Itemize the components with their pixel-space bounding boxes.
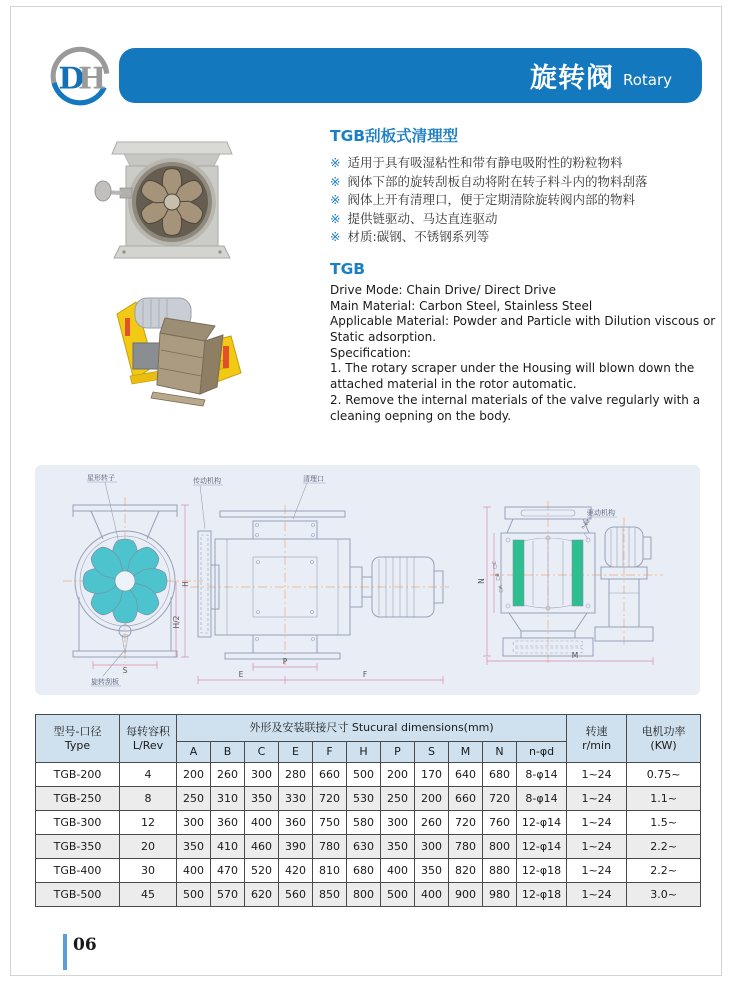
table-cell: 2.2~: [627, 835, 701, 859]
table-cell: 580: [347, 811, 381, 835]
table-cell: TGB-200: [36, 763, 120, 787]
text-column: [330, 124, 724, 424]
table-cell: 260: [415, 811, 449, 835]
table-cell: 660: [449, 787, 483, 811]
col-header-dimensions-group: 外形及安装联接尺寸 Stucural dimensions(mm): [177, 715, 567, 742]
table-cell: 420: [279, 859, 313, 883]
table-row: [36, 763, 701, 787]
table-cell: 200: [381, 763, 415, 787]
table-cell: 810: [313, 859, 347, 883]
table-cell: TGB-500: [36, 883, 120, 907]
table-cell: 1.5~: [627, 811, 701, 835]
table-cell: 1~24: [567, 859, 627, 883]
bullet-marker: ※: [330, 173, 341, 189]
dim-label-h: H: [181, 581, 190, 587]
table-cell: 170: [415, 763, 449, 787]
table-cell: 1~24: [567, 787, 627, 811]
table-cell: 400: [415, 883, 449, 907]
table-body: [36, 763, 701, 907]
table-cell: 530: [347, 787, 381, 811]
table-cell: 780: [313, 835, 347, 859]
table-cell: 880: [483, 859, 517, 883]
table-row: [36, 787, 701, 811]
table-cell: 280: [279, 763, 313, 787]
table-row: [36, 835, 701, 859]
feature-text: 材质:碳钢、不锈钢系列等: [347, 229, 490, 245]
dim-label-e: E: [238, 670, 244, 679]
dim-col-header: E: [279, 742, 313, 763]
dim-label-f: F: [362, 670, 368, 679]
table-cell: 12-φ14: [517, 811, 567, 835]
table-cell: 250: [381, 787, 415, 811]
callout-drive: 驱动机构: [587, 509, 615, 517]
col-header-volume-zh: 每转容积: [126, 725, 170, 738]
dim-col-header: M: [449, 742, 483, 763]
feature-item: [330, 173, 724, 192]
feature-list: [330, 154, 724, 247]
callout-rotor: 星形转子: [87, 474, 115, 482]
col-header-speed: [567, 715, 627, 763]
table-cell: 500: [347, 763, 381, 787]
dim-col-header: A: [177, 742, 211, 763]
table-cell: 8-φ14: [517, 763, 567, 787]
product-photo-valve-front: [92, 138, 252, 266]
bullet-marker: ※: [330, 229, 341, 245]
technical-drawing-panel: [35, 465, 700, 695]
dim-col-header: S: [415, 742, 449, 763]
table-cell: 12-φ14: [517, 835, 567, 859]
dim-label-m: M: [571, 651, 579, 660]
feature-item: [330, 191, 724, 210]
spec-line: Applicable Material: Powder and Particle with Dilution viscous or Static adsorption.: [330, 314, 716, 345]
table-cell: 630: [347, 835, 381, 859]
spec-line: 2. Remove the internal materials of the valve regularly with a cleaning oepning on the body.: [330, 392, 701, 423]
table-cell: 200: [177, 763, 211, 787]
dim-col-header: C: [245, 742, 279, 763]
table-cell: 800: [347, 883, 381, 907]
col-header-type-en: Type: [64, 738, 91, 752]
table-cell: 350: [245, 787, 279, 811]
table-cell: 300: [415, 835, 449, 859]
table-cell: 980: [483, 883, 517, 907]
table-cell: 1.1~: [627, 787, 701, 811]
col-header-power-en: (KW): [650, 738, 677, 752]
spec-line: Main Material: Carbon Steel, Stainless Steel: [330, 298, 593, 313]
callout-transmission: 传动机构: [193, 477, 221, 485]
table-cell: 680: [347, 859, 381, 883]
table-cell: 500: [177, 883, 211, 907]
drawing-front-view: [63, 473, 203, 686]
table-cell: 1~24: [567, 835, 627, 859]
table-cell: 300: [381, 811, 415, 835]
dim-label-s: S: [122, 666, 128, 675]
table-row: [36, 859, 701, 883]
feature-item: [330, 228, 724, 247]
table-cell: 520: [245, 859, 279, 883]
col-header-volume-en: L/Rev: [132, 738, 164, 752]
table-cell: 1~24: [567, 811, 627, 835]
feature-item: [330, 210, 724, 229]
callout-scraper: 旋转刮板: [91, 678, 119, 686]
table-cell: 45: [120, 883, 177, 907]
table-cell: 400: [177, 859, 211, 883]
table-cell: 500: [381, 883, 415, 907]
feature-item: [330, 154, 724, 173]
dimension-drawing: [35, 465, 700, 695]
col-header-power: [627, 715, 701, 763]
dim-label-p: P: [282, 657, 288, 666]
table-cell: 350: [177, 835, 211, 859]
dim-col-header: n-φd: [517, 742, 567, 763]
table-cell: 12-φ18: [517, 883, 567, 907]
spec-text: [330, 283, 724, 424]
table-cell: 8-φ14: [517, 787, 567, 811]
callout-holes: n-φd: [580, 519, 592, 531]
feature-text: 适用于具有吸湿粘性和带有静电吸附性的粉粒物料: [347, 155, 623, 170]
spec-title: TGB: [330, 259, 366, 278]
table-cell: 410: [211, 835, 245, 859]
dim-label-h-half: H/2: [172, 615, 181, 629]
bullet-marker: ※: [330, 210, 341, 226]
logo-letter-d: D: [58, 61, 85, 97]
table-row: [36, 811, 701, 835]
table-cell: 330: [279, 787, 313, 811]
col-header-type: [36, 715, 120, 763]
dh-logo: [47, 43, 113, 109]
table-cell: 360: [279, 811, 313, 835]
table-cell: 250: [177, 787, 211, 811]
table-cell: 720: [483, 787, 517, 811]
dimensions-table: [35, 714, 701, 907]
table-cell: 570: [211, 883, 245, 907]
dim-label-sq-b: □B: [496, 573, 501, 581]
product-photo-valve-motor: [105, 288, 255, 410]
table-cell: 260: [211, 763, 245, 787]
feature-text: 阀体下部的旋转刮板自动将附在转子料斗内的物料刮落: [347, 173, 648, 189]
table-cell: 900: [449, 883, 483, 907]
table-cell: 750: [313, 811, 347, 835]
table-cell: 720: [313, 787, 347, 811]
table-cell: 12: [120, 811, 177, 835]
col-header-speed-en: r/min: [582, 738, 612, 752]
drawing-motor-view: [477, 501, 663, 665]
table-cell: 360: [211, 811, 245, 835]
table-cell: TGB-350: [36, 835, 120, 859]
callout-cleaning-port: 清理口: [303, 475, 324, 483]
table-cell: 1~24: [567, 763, 627, 787]
logo-letter-h: H: [77, 61, 107, 97]
feature-text: 阀体上开有清理口，便于定期清除旋转阀内部的物料: [347, 192, 635, 208]
col-header-type-zh: 型号-口径: [53, 725, 102, 738]
table-cell: 820: [449, 859, 483, 883]
table-cell: 8: [120, 787, 177, 811]
table-cell: 350: [415, 859, 449, 883]
table-cell: 0.75~: [627, 763, 701, 787]
table-cell: 1~24: [567, 883, 627, 907]
col-header-speed-zh: 转速: [585, 725, 608, 738]
table-cell: 800: [483, 835, 517, 859]
banner-title-en: Rotary: [622, 70, 672, 89]
table-cell: 3.0~: [627, 883, 701, 907]
table-cell: 660: [313, 763, 347, 787]
bullet-marker: ※: [330, 192, 341, 208]
intro-title: TGB刮板式清理型: [330, 127, 459, 145]
table-cell: 2.2~: [627, 859, 701, 883]
table-cell: 680: [483, 763, 517, 787]
table-cell: 640: [449, 763, 483, 787]
dim-col-header: F: [313, 742, 347, 763]
banner-title-zh: 旋转阀: [529, 63, 614, 94]
category-banner: [119, 48, 702, 103]
table-cell: 560: [279, 883, 313, 907]
table-cell: 850: [313, 883, 347, 907]
dim-label-n: N: [477, 578, 486, 584]
table-cell: 200: [415, 787, 449, 811]
dim-col-header: N: [483, 742, 517, 763]
dim-col-header: P: [381, 742, 415, 763]
table-cell: 780: [449, 835, 483, 859]
table-cell: 460: [245, 835, 279, 859]
dim-label-sq-c: □C: [493, 561, 498, 569]
spec-line: Drive Mode: Chain Drive/ Direct Drive: [330, 282, 557, 297]
table-cell: 12-φ18: [517, 859, 567, 883]
table-cell: 620: [245, 883, 279, 907]
dim-col-header: B: [211, 742, 245, 763]
drawing-side-view: [190, 474, 449, 684]
table-cell: 350: [381, 835, 415, 859]
bullet-marker: ※: [330, 155, 341, 170]
table-cell: 390: [279, 835, 313, 859]
page-number: 06: [73, 935, 97, 955]
table-cell: 30: [120, 859, 177, 883]
table-cell: 300: [177, 811, 211, 835]
feature-text: 提供链驱动、马达直连驱动: [347, 210, 498, 226]
dim-col-header: H: [347, 742, 381, 763]
table-cell: 310: [211, 787, 245, 811]
col-header-volume: [120, 715, 177, 763]
table-cell: 4: [120, 763, 177, 787]
table-cell: 470: [211, 859, 245, 883]
table-cell: TGB-400: [36, 859, 120, 883]
table-cell: 400: [245, 811, 279, 835]
table-cell: TGB-250: [36, 787, 120, 811]
table-row: [36, 883, 701, 907]
dim-label-sq-a: □A: [499, 585, 504, 593]
table-cell: 760: [483, 811, 517, 835]
spec-line: Specification:: [330, 345, 412, 360]
page-number-bar: [63, 934, 67, 970]
table-cell: TGB-300: [36, 811, 120, 835]
table-cell: 720: [449, 811, 483, 835]
table-cell: 300: [245, 763, 279, 787]
table-cell: 400: [381, 859, 415, 883]
col-header-power-zh: 电机功率: [641, 725, 686, 738]
spec-line: 1. The rotary scraper under the Housing will blown down the attached material in the rotor automatic.: [330, 361, 695, 392]
table-cell: 20: [120, 835, 177, 859]
